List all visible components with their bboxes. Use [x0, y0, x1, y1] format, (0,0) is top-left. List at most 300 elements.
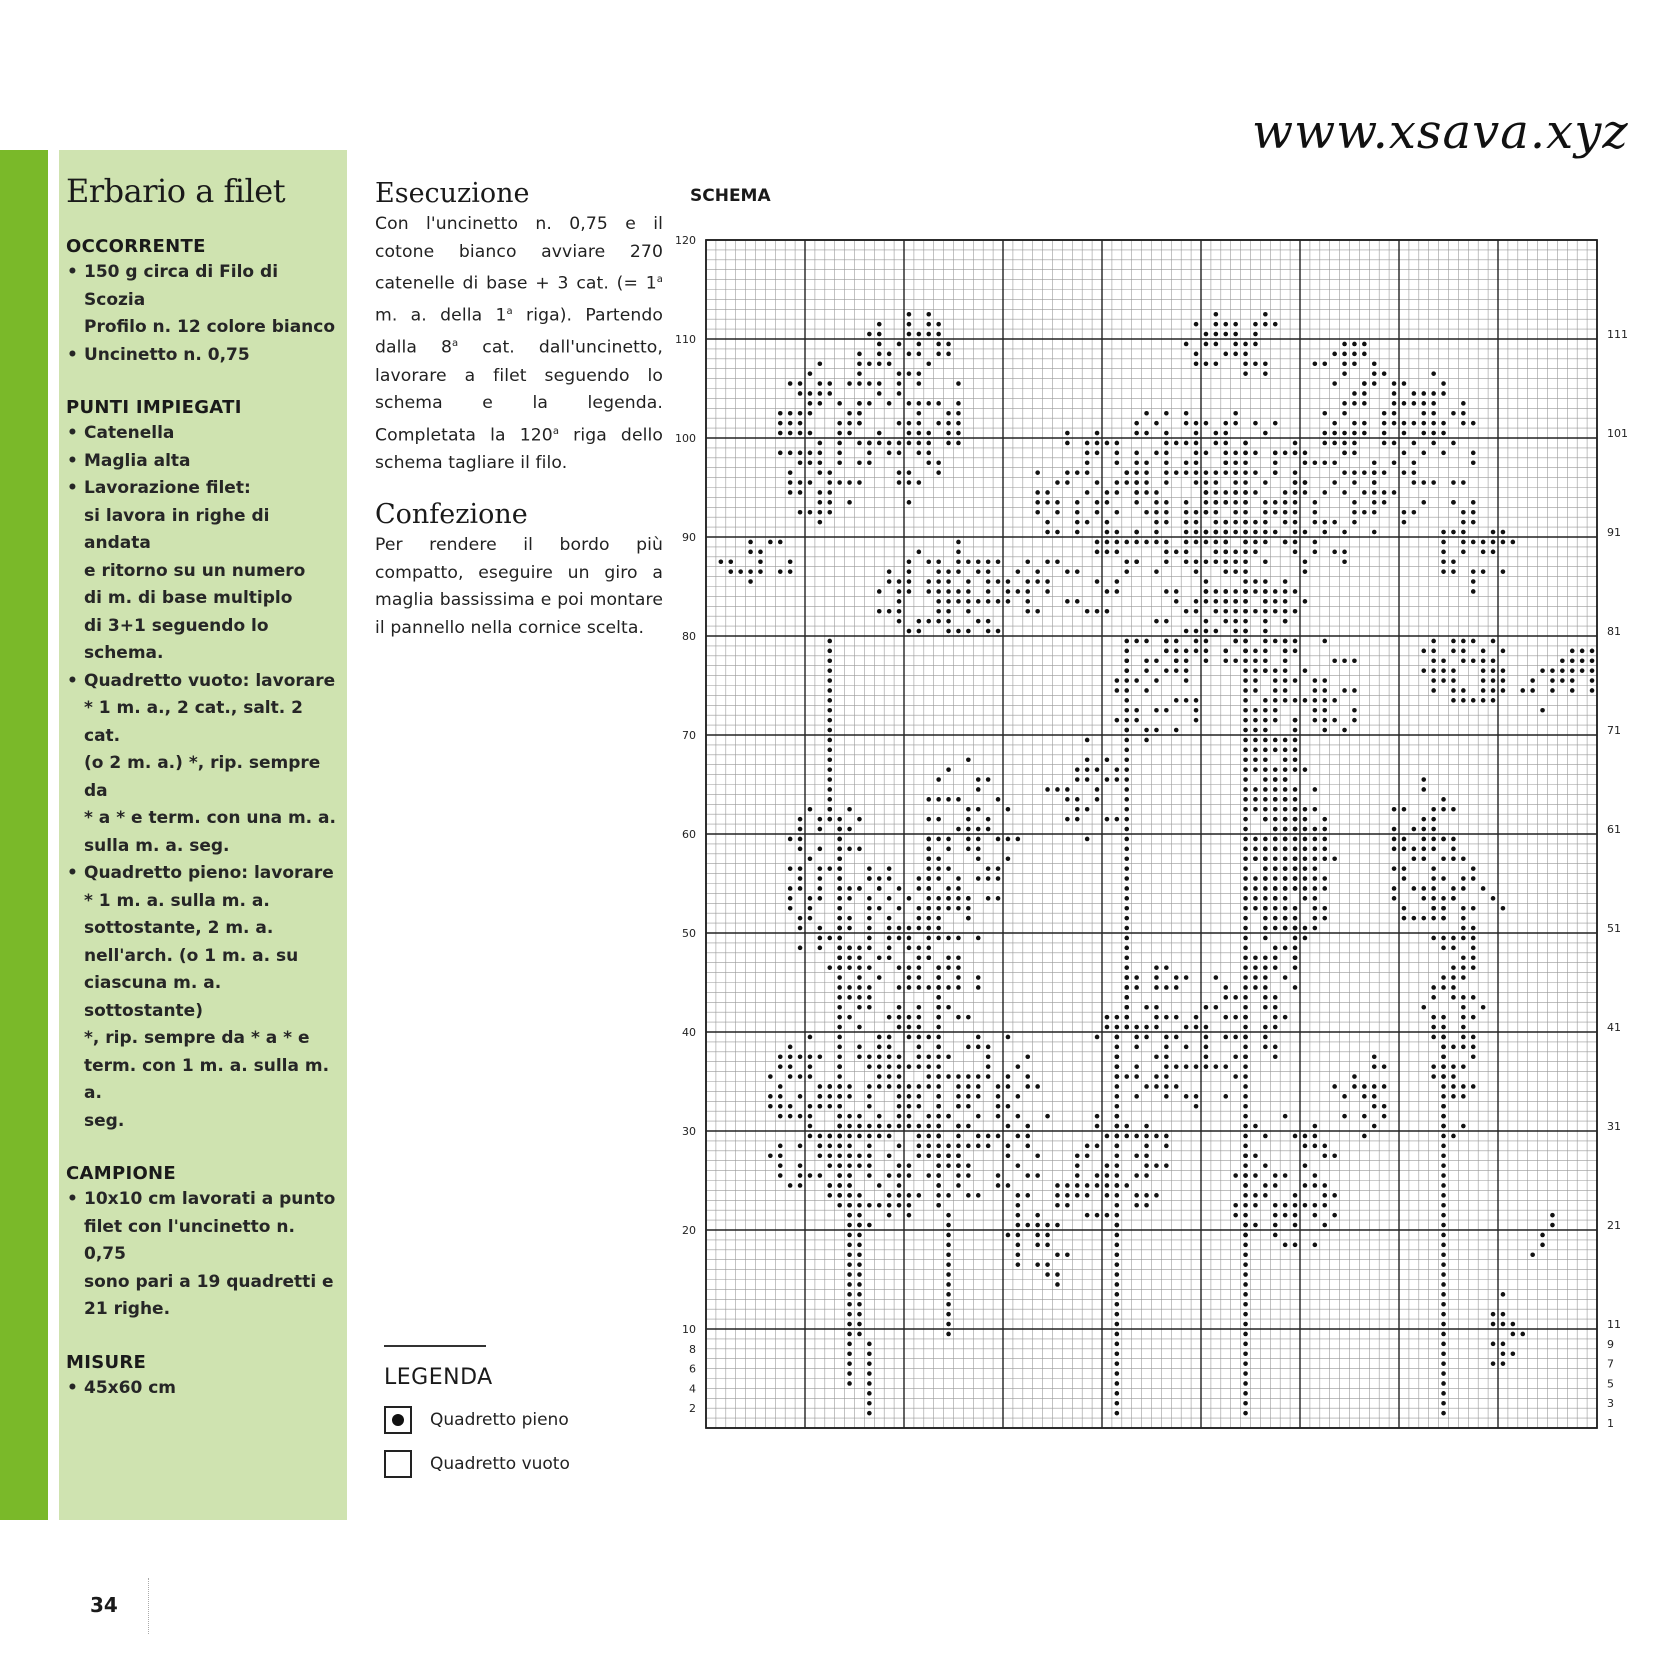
filled-square: [1095, 1144, 1100, 1149]
filled-square: [996, 1084, 1001, 1089]
filled-square: [1352, 470, 1357, 475]
filled-square: [1303, 668, 1308, 673]
filled-square: [1223, 470, 1228, 475]
filled-square: [1204, 639, 1209, 644]
filled-square: [1134, 500, 1139, 505]
filled-square: [778, 569, 783, 574]
filled-square: [738, 569, 743, 574]
filled-square: [1214, 550, 1219, 555]
filled-square: [1243, 569, 1248, 574]
filled-square: [1164, 550, 1169, 555]
filled-square: [867, 936, 872, 941]
filled-square: [887, 441, 892, 446]
filled-square: [1243, 559, 1248, 564]
filled-square: [1194, 1015, 1199, 1020]
filled-square: [1263, 431, 1268, 436]
filled-square: [926, 312, 931, 317]
filled-square: [1491, 698, 1496, 703]
filled-square: [847, 1361, 852, 1366]
filled-square: [1055, 530, 1060, 535]
filled-square: [1144, 738, 1149, 743]
filled-square: [1293, 550, 1298, 555]
filled-square: [847, 411, 852, 416]
filled-square: [1441, 391, 1446, 396]
filled-square: [1322, 847, 1327, 852]
filled-square: [1362, 421, 1367, 426]
filled-square: [837, 451, 842, 456]
filled-square: [1115, 1272, 1120, 1277]
filled-square: [1243, 371, 1248, 376]
filled-square: [966, 629, 971, 634]
filled-square: [1204, 1045, 1209, 1050]
filled-square: [1441, 985, 1446, 990]
filled-square: [1124, 569, 1129, 574]
page-title: Erbario a filet: [66, 172, 286, 210]
filled-square: [1501, 569, 1506, 574]
filled-square: [1273, 1213, 1278, 1218]
filled-square: [917, 352, 922, 357]
filled-square: [1451, 668, 1456, 673]
filled-square: [1134, 975, 1139, 980]
filled-square: [1253, 332, 1258, 337]
filled-square: [1243, 1203, 1248, 1208]
filled-square: [1194, 460, 1199, 465]
filled-square: [1253, 896, 1258, 901]
filled-square: [867, 896, 872, 901]
filled-square: [1253, 738, 1258, 743]
filled-square: [1263, 817, 1268, 822]
filled-square: [1243, 579, 1248, 584]
filled-square: [867, 1163, 872, 1168]
filled-square: [1253, 856, 1258, 861]
filled-square: [1243, 1015, 1248, 1020]
filled-square: [1075, 470, 1080, 475]
filled-square: [1124, 688, 1129, 693]
filled-square: [1204, 589, 1209, 594]
filled-square: [1293, 649, 1298, 654]
filled-square: [946, 1262, 951, 1267]
filled-square: [1124, 975, 1129, 980]
filled-square: [1402, 520, 1407, 525]
filled-square: [808, 451, 813, 456]
filled-square: [1035, 490, 1040, 495]
filled-square: [1085, 807, 1090, 812]
filled-square: [926, 1144, 931, 1149]
filled-square: [936, 777, 941, 782]
filled-square: [857, 1292, 862, 1297]
filled-square: [1382, 1084, 1387, 1089]
filled-square-icon: [384, 1406, 412, 1434]
filled-square: [1115, 1064, 1120, 1069]
filled-square: [1451, 1084, 1456, 1089]
filled-square: [808, 906, 813, 911]
filled-square: [1124, 658, 1129, 663]
filled-square: [1016, 1252, 1021, 1257]
filled-square: [1322, 916, 1327, 921]
filled-square: [808, 480, 813, 485]
filled-square: [946, 352, 951, 357]
filled-square: [1263, 757, 1268, 762]
filled-square: [1115, 550, 1120, 555]
filled-square: [1144, 668, 1149, 673]
filled-square: [1243, 1322, 1248, 1327]
filled-square: [1243, 856, 1248, 861]
filled-square: [1124, 470, 1129, 475]
filled-square: [907, 1064, 912, 1069]
filled-square: [1293, 441, 1298, 446]
filled-square: [1471, 460, 1476, 465]
filled-square: [827, 817, 832, 822]
filled-square: [1382, 421, 1387, 426]
filled-square: [798, 946, 803, 951]
filled-square: [798, 916, 803, 921]
filled-square: [917, 401, 922, 406]
filled-square: [1451, 837, 1456, 842]
filled-square: [857, 1223, 862, 1228]
filled-square: [1372, 371, 1377, 376]
filled-square: [857, 886, 862, 891]
filled-square: [1154, 421, 1159, 426]
left-axis-label: 40: [682, 1026, 696, 1039]
filled-square: [1055, 510, 1060, 515]
filled-square: [1006, 589, 1011, 594]
filled-square: [827, 1153, 832, 1158]
list-item: • Uncinetto n. 0,75: [66, 342, 341, 370]
filled-square: [1273, 738, 1278, 743]
filled-square: [1382, 431, 1387, 436]
filled-square: [887, 916, 892, 921]
filled-square: [1233, 460, 1238, 465]
filled-square: [907, 1203, 912, 1208]
filled-square: [1511, 540, 1516, 545]
filled-square: [1412, 401, 1417, 406]
filled-square: [1223, 619, 1228, 624]
filled-square: [907, 431, 912, 436]
filled-square: [1035, 1153, 1040, 1158]
filled-square: [1263, 797, 1268, 802]
filled-square: [837, 1064, 842, 1069]
filled-square: [1342, 371, 1347, 376]
filled-square: [877, 1114, 882, 1119]
filled-square: [1471, 500, 1476, 505]
filled-square: [847, 1302, 852, 1307]
filled-square: [1243, 1124, 1248, 1129]
filled-square: [996, 837, 1001, 842]
filled-square: [1273, 926, 1278, 931]
filled-square: [887, 946, 892, 951]
filled-square: [788, 431, 793, 436]
filled-square: [857, 352, 862, 357]
filled-square: [1273, 817, 1278, 822]
filled-square: [1392, 421, 1397, 426]
filled-square: [976, 936, 981, 941]
filled-square: [1025, 1074, 1030, 1079]
filled-square: [867, 1153, 872, 1158]
filled-square: [1164, 540, 1169, 545]
filled-square: [1144, 1005, 1149, 1010]
filled-square: [1293, 609, 1298, 614]
filled-square: [1550, 688, 1555, 693]
filled-square: [926, 936, 931, 941]
filled-square: [1115, 1351, 1120, 1356]
filled-square: [946, 936, 951, 941]
filled-square: [1065, 1183, 1070, 1188]
filled-square: [1382, 411, 1387, 416]
filled-square: [1570, 688, 1575, 693]
filled-square: [1263, 926, 1268, 931]
filled-square: [1006, 579, 1011, 584]
filled-square: [1174, 589, 1179, 594]
filled-square: [1144, 1193, 1149, 1198]
filled-square: [1065, 569, 1070, 574]
filled-square: [1233, 1035, 1238, 1040]
filled-square: [1253, 975, 1258, 980]
filled-square: [1412, 391, 1417, 396]
filled-square: [1243, 1213, 1248, 1218]
filled-square: [1263, 619, 1268, 624]
filled-square: [917, 955, 922, 960]
filled-square: [1471, 698, 1476, 703]
filled-square: [788, 1064, 793, 1069]
filled-square: [1382, 441, 1387, 446]
filled-square: [1085, 490, 1090, 495]
filled-square: [1481, 550, 1486, 555]
filled-square: [837, 985, 842, 990]
filled-square: [1342, 361, 1347, 366]
filled-square: [946, 421, 951, 426]
filled-square: [1184, 411, 1189, 416]
filled-square: [1233, 421, 1238, 426]
filled-square: [1263, 718, 1268, 723]
filled-square: [1115, 480, 1120, 485]
right-axis-label: 7: [1607, 1357, 1614, 1371]
filled-square: [1154, 678, 1159, 683]
filled-square: [1223, 658, 1228, 663]
filled-square: [837, 1183, 842, 1188]
filled-square: [887, 401, 892, 406]
filled-square: [1303, 817, 1308, 822]
filled-square: [1441, 1243, 1446, 1248]
filled-square: [1342, 411, 1347, 416]
filled-square: [1441, 975, 1446, 980]
filled-square: [798, 1094, 803, 1099]
filled-square: [966, 1074, 971, 1079]
filled-square: [1243, 777, 1248, 782]
filled-square: [1273, 421, 1278, 426]
filled-square: [1115, 1391, 1120, 1396]
filled-square: [1431, 1035, 1436, 1040]
filled-square: [1016, 1262, 1021, 1267]
filled-square: [1283, 609, 1288, 614]
filled-square: [847, 1252, 852, 1257]
filled-square: [1501, 1351, 1506, 1356]
filled-square: [1115, 1084, 1120, 1089]
filled-square: [1204, 361, 1209, 366]
filled-square: [768, 540, 773, 545]
filled-square: [1451, 559, 1456, 564]
filled-square: [837, 975, 842, 980]
filled-square: [847, 1262, 852, 1267]
filled-square: [1243, 1272, 1248, 1277]
filled-square: [897, 1203, 902, 1208]
filled-square: [1134, 1045, 1139, 1050]
filled-square: [778, 431, 783, 436]
filled-square: [907, 322, 912, 327]
filled-square: [1144, 1203, 1149, 1208]
filled-square: [1233, 500, 1238, 505]
filled-square: [847, 1233, 852, 1238]
filled-square: [1243, 748, 1248, 753]
filled-square: [1025, 1144, 1030, 1149]
filled-square: [1124, 540, 1129, 545]
filled-square: [1253, 708, 1258, 713]
filled-square: [837, 896, 842, 901]
filled-square: [1283, 1213, 1288, 1218]
filled-square: [966, 906, 971, 911]
filled-square: [1431, 688, 1436, 693]
filled-square: [1550, 668, 1555, 673]
filled-square: [1263, 649, 1268, 654]
filled-square: [1342, 1094, 1347, 1099]
filled-square: [1214, 490, 1219, 495]
filled-square: [1322, 1144, 1327, 1149]
filled-square: [827, 668, 832, 673]
filled-square: [1164, 1084, 1169, 1089]
filled-square: [847, 886, 852, 891]
filled-square: [1214, 609, 1219, 614]
filled-square: [1511, 1332, 1516, 1337]
filled-square: [1263, 1035, 1268, 1040]
filled-square: [1461, 401, 1466, 406]
filled-square: [1263, 866, 1268, 871]
filled-square: [1253, 748, 1258, 753]
filled-square: [1441, 1381, 1446, 1386]
filled-square: [1164, 559, 1169, 564]
filled-square: [1124, 777, 1129, 782]
filled-square: [1124, 738, 1129, 743]
filled-square: [1431, 817, 1436, 822]
filled-square: [1144, 1035, 1149, 1040]
filled-square: [1194, 352, 1199, 357]
filled-square: [1283, 589, 1288, 594]
filled-square: [946, 1282, 951, 1287]
filled-square: [1124, 995, 1129, 1000]
filled-square: [917, 975, 922, 980]
filled-square: [1055, 787, 1060, 792]
filled-square: [1233, 550, 1238, 555]
filled-square: [1164, 589, 1169, 594]
filled-square: [1293, 1203, 1298, 1208]
filled-square: [867, 946, 872, 951]
filled-square: [1035, 579, 1040, 584]
filled-square: [827, 866, 832, 871]
filled-square: [1273, 847, 1278, 852]
filled-square: [1095, 500, 1100, 505]
filled-square: [1540, 1243, 1545, 1248]
filled-square: [956, 550, 961, 555]
filled-square: [867, 460, 872, 465]
filled-square: [847, 421, 852, 426]
filled-square: [897, 1144, 902, 1149]
filled-square: [1530, 688, 1535, 693]
filled-square: [1451, 500, 1456, 505]
filled-square: [1293, 718, 1298, 723]
filled-square: [1035, 1084, 1040, 1089]
filled-square: [1451, 698, 1456, 703]
filled-square: [1243, 1391, 1248, 1396]
filled-square: [1124, 916, 1129, 921]
filled-square: [1441, 451, 1446, 456]
filled-square: [827, 718, 832, 723]
filled-square: [1233, 559, 1238, 564]
legend-empty-label: Quadretto vuoto: [430, 1454, 570, 1474]
filled-square: [857, 1163, 862, 1168]
filled-square: [897, 1183, 902, 1188]
filled-square: [1560, 658, 1565, 663]
filled-square: [1431, 876, 1436, 881]
filled-square: [1085, 1183, 1090, 1188]
filled-square: [1441, 540, 1446, 545]
filled-square: [1154, 1163, 1159, 1168]
right-axis-label: 3: [1607, 1397, 1614, 1411]
filled-square: [857, 441, 862, 446]
filled-square: [1243, 520, 1248, 525]
filled-square: [976, 1035, 981, 1040]
filled-square: [827, 807, 832, 812]
filled-square: [1263, 1193, 1268, 1198]
filled-square: [1055, 1272, 1060, 1277]
filled-square: [1223, 649, 1228, 654]
filled-square: [837, 1124, 842, 1129]
filled-square: [1412, 460, 1417, 465]
filled-square: [1243, 886, 1248, 891]
filled-square: [996, 629, 1001, 634]
filled-square: [1451, 678, 1456, 683]
filled-square: [1045, 1223, 1050, 1228]
filled-square: [976, 827, 981, 832]
filled-square: [1451, 1094, 1456, 1099]
filled-square: [1055, 500, 1060, 505]
filled-square: [1144, 1025, 1149, 1030]
filled-square: [798, 1054, 803, 1059]
filled-square: [1392, 490, 1397, 495]
filled-square: [1431, 896, 1436, 901]
filled-square: [1174, 975, 1179, 980]
filled-square: [907, 936, 912, 941]
filled-square: [1481, 886, 1486, 891]
filled-square: [1431, 431, 1436, 436]
filled-square: [1164, 460, 1169, 465]
filled-square: [1293, 916, 1298, 921]
filled-square: [976, 569, 981, 574]
filled-square: [1273, 906, 1278, 911]
materials-sidebar: [59, 150, 347, 1520]
filled-square: [1451, 896, 1456, 901]
filled-square: [986, 619, 991, 624]
filled-square: [1362, 1094, 1367, 1099]
filled-square: [1065, 817, 1070, 822]
filled-square: [956, 540, 961, 545]
filled-square: [1273, 896, 1278, 901]
filled-square: [1461, 886, 1466, 891]
filled-square: [1243, 441, 1248, 446]
filled-square: [847, 955, 852, 960]
filled-square: [788, 1183, 793, 1188]
filled-square: [956, 1074, 961, 1079]
list-item: • Quadretto pieno: lavorare * 1 m. a. sulla m. a. sottostante, 2 m. a. nell'arch. (o 1 m. a. su ciascuna m. a. sottostante) *, rip. sempre da * a * e term. con 1 m. a. sulla m. a. seg.: [66, 860, 341, 1135]
filled-square: [847, 1223, 852, 1228]
filled-square: [946, 965, 951, 970]
